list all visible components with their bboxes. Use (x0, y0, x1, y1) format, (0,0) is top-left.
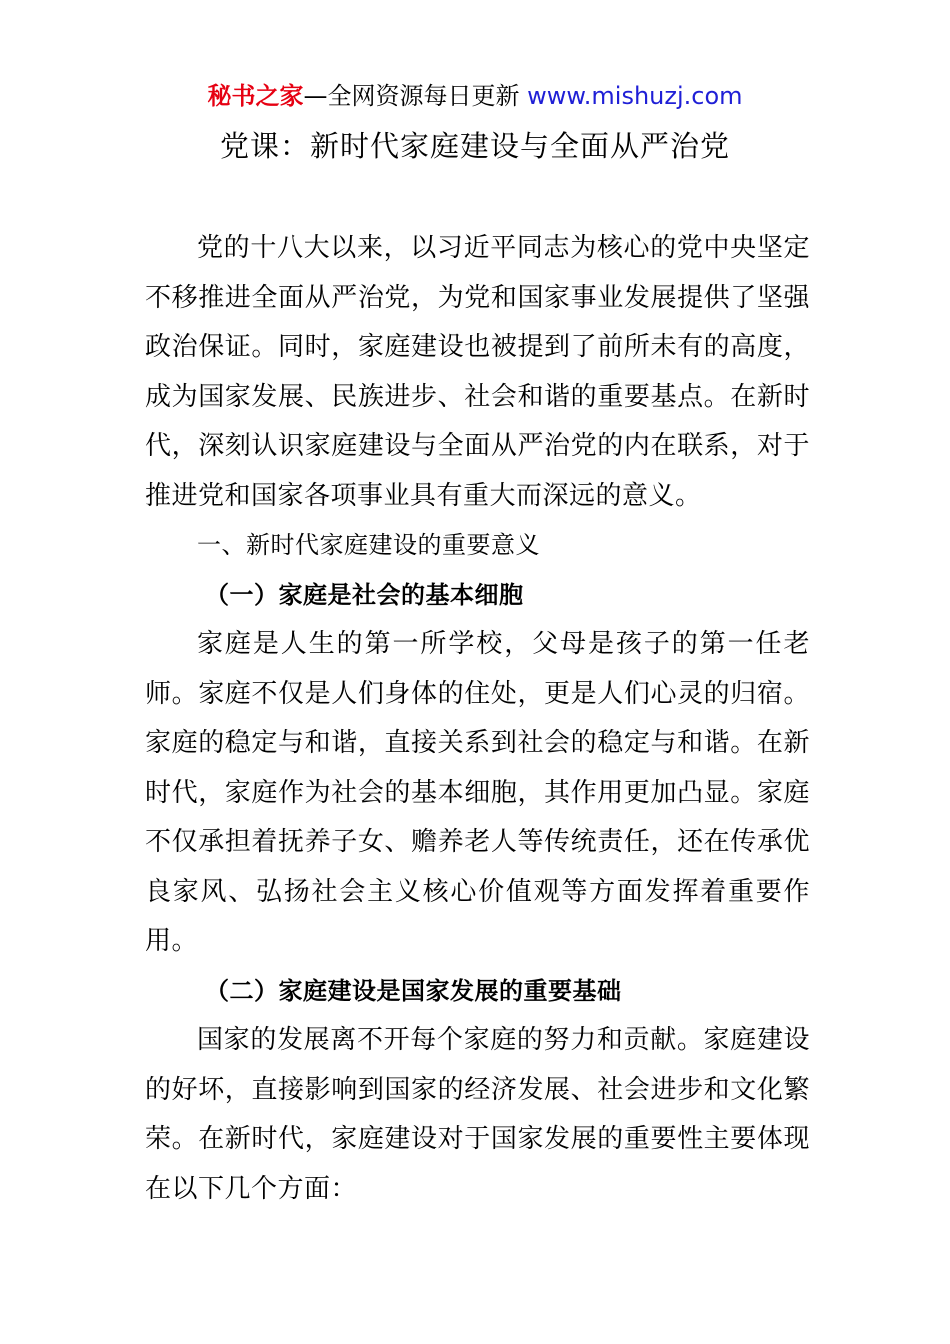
site-url-link[interactable]: www.mishuzj.com (527, 82, 743, 110)
subsection-heading-1: （一）家庭是社会的基本细胞 (205, 580, 524, 609)
section-heading-1: 一、新时代家庭建设的重要意义 (197, 531, 540, 559)
site-tagline: —全网资源每日更新 (303, 82, 528, 110)
subsection-heading-2: （二）家庭建设是国家发展的重要基础 (205, 976, 622, 1005)
subsection-2-paragraph: 国家的发展离不开每个家庭的努力和贡献。家庭建设的好坏，直接影响到国家的经济发展、社会进步和文化繁荣。在新时代，家庭建设对于国家发展的重要性主要体现在以下几个方面： (145, 1025, 810, 1204)
document-title: 党课：新时代家庭建设与全面从严治党 (219, 129, 730, 163)
intro-paragraph: 党的十八大以来，以习近平同志为核心的党中央坚定不移推进全面从严治党，为党和国家事业发展提供了坚强政治保证。同时，家庭建设也被提到了前所未有的高度，成为国家发展、民族进步、社会和谐的重要基点。在新时代，深刻认识家庭建设与全面从严治党的内在联系，对于推进党和国家各项事业具有重大而深远的意义。 (145, 233, 810, 511)
document-body (145, 224, 810, 1214)
site-brand: 秘书之家 (207, 82, 304, 110)
site-header (0, 80, 950, 112)
subsection-1-paragraph: 家庭是人生的第一所学校，父母是孩子的第一任老师。家庭不仅是人们身体的住处，更是人们心灵的归宿。家庭的稳定与和谐，直接关系到社会的稳定与和谐。在新时代，家庭作为社会的基本细胞，其作用更加凸显。家庭不仅承担着抚养子女、赡养老人等传统责任，还在传承优良家风、弘扬社会主义核心价值观等方面发挥着重要作用。 (145, 629, 810, 956)
